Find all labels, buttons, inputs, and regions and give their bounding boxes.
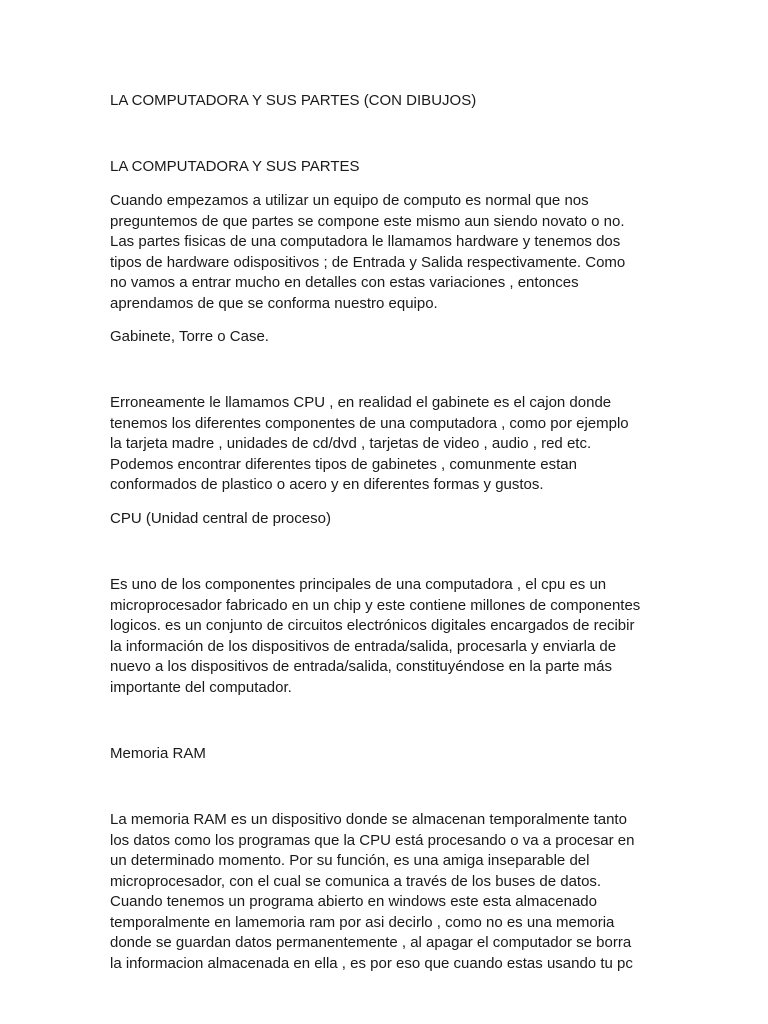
paragraph-line: Las partes fisicas de una computadora le llamamos hardware y tenemos dos: [110, 233, 621, 250]
paragraph-line: la información de los dispositivos de entrada/salida, procesarla y enviarla de: [110, 637, 617, 655]
section-heading-computadora: LA COMPUTADORA Y SUS PARTES: [110, 158, 360, 175]
section-heading-gabinete: Gabinete, Torre o Case.: [110, 328, 269, 345]
paragraph-line: tenemos los diferentes componentes de una computadora , como por ejemplo: [110, 414, 629, 432]
paragraph-line: Cuando empezamos a utilizar un equipo de computo es normal que nos: [110, 192, 589, 209]
paragraph-line: no vamos a entrar mucho en detalles con estas variaciones , entonces: [110, 274, 579, 291]
paragraph-line: Podemos encontrar diferentes tipos de gabinetes , comunmente estan: [110, 455, 577, 473]
paragraph-line: La memoria RAM es un dispositivo donde se almacenan temporalmente tanto: [110, 811, 627, 828]
document-title: LA COMPUTADORA Y SUS PARTES (CON DIBUJOS): [110, 92, 477, 109]
paragraph-line: preguntemos de que partes se compone este mismo aun siendo novato o no.: [110, 212, 625, 230]
paragraph-line: microprocesador, con el cual se comunica a través de los buses de datos.: [110, 872, 602, 890]
paragraph-line: Erroneamente le llamamos CPU , en realidad el gabinete es el cajon donde: [110, 394, 612, 411]
paragraph-line: donde se guardan datos permanentemente , al apagar el computador se borra: [110, 934, 632, 951]
paragraph-line: temporalmente en lamemoria ram por asi decirlo , como no es una memoria: [110, 913, 615, 931]
paragraph-line: la informacion almacenada en ella , es por eso que cuando estas usando tu pc: [110, 954, 633, 972]
paragraph-line: nuevo a los dispositivos de entrada/salida, constituyéndose en la parte más: [110, 658, 612, 675]
paragraph-line: aprendamos de que se conforma nuestro equipo.: [110, 294, 438, 312]
paragraph-line: Cuando tenemos un programa abierto en windows este esta almacenado: [110, 893, 597, 910]
paragraph-line: un determinado momento. Por su función, es una amiga inseparable del: [110, 852, 590, 869]
paragraph-line: conformados de plastico o acero y en diferentes formas y gustos.: [110, 476, 544, 493]
paragraph-line: la tarjeta madre , unidades de cd/dvd , tarjetas de video , audio , red etc.: [110, 435, 592, 452]
section-heading-ram: Memoria RAM: [110, 745, 206, 762]
paragraph-line: microprocesador fabricado en un chip y este contiene millones de componentes: [110, 596, 641, 614]
paragraph-line: Es uno de los componentes principales de una computadora , el cpu es un: [110, 576, 607, 593]
paragraph-line: importante del computador.: [110, 678, 292, 696]
paragraph-line: los datos como los programas que la CPU está procesando o va a procesar en: [110, 831, 635, 849]
paragraph-line: logicos. es un conjunto de circuitos electrónicos digitales encargados de recibir: [110, 617, 635, 634]
section-heading-cpu: CPU (Unidad central de proceso): [110, 510, 331, 527]
paragraph-line: tipos de hardware odispositivos ; de Entrada y Salida respectivamente. Como: [110, 253, 626, 271]
